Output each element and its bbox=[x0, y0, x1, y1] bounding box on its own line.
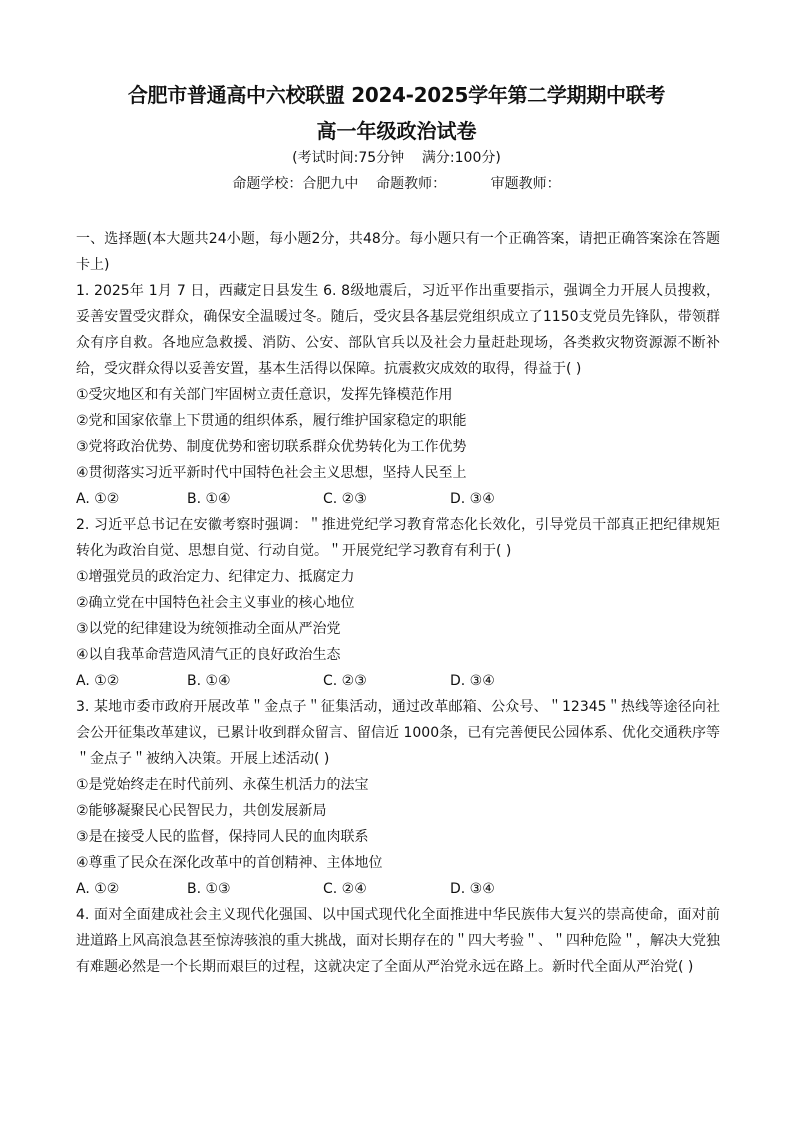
option-a: A. ①② bbox=[76, 881, 120, 897]
statement: ②党和国家依靠上下贯通的组织体系，履行维护国家稳定的职能 bbox=[76, 413, 467, 429]
option-b: B. ①④ bbox=[187, 673, 231, 689]
statement: ③以党的纪律建设为统领推动全面从严治党 bbox=[76, 621, 341, 637]
question-4 bbox=[76, 902, 720, 980]
question-stem: 4. 面对全面建成社会主义现代化强国、以中国式现代化全面推进中华民族伟大复兴的崇高使命，面对前进道路上风高浪急甚至惊涛骇浪的重大挑战，面对长期存在的＂四大考验＂、＂四种危险＂，解决大党独有难题必然是一个长期而艰巨的过程，这就决定了全面从严治党永远在路上。新时代全面从严治党( ) bbox=[76, 907, 720, 975]
question-1 bbox=[76, 278, 720, 512]
statement: ④贯彻落实习近平新时代中国特色社会主义思想，坚持人民至上 bbox=[76, 465, 467, 481]
statement: ④尊重了民众在深化改革中的首创精神、主体地位 bbox=[76, 855, 383, 871]
option-c: C. ②③ bbox=[323, 673, 367, 689]
statement: ④以自我革命营造风清气正的良好政治生态 bbox=[76, 647, 341, 663]
answer-options bbox=[76, 668, 720, 694]
question-2 bbox=[76, 512, 720, 694]
exam-title: 合肥市普通高中六校联盟 2024-2025学年第二学期期中联考 bbox=[127, 83, 666, 107]
statement: ②确立党在中国特色社会主义事业的核心地位 bbox=[76, 595, 355, 611]
statement: ①增强党员的政治定力、纪律定力、抵腐定力 bbox=[76, 569, 355, 585]
option-a: A. ①② bbox=[76, 491, 120, 507]
option-d: D. ③④ bbox=[450, 673, 495, 689]
exam-info: (考试时间:75分钟 满分:100分) bbox=[292, 150, 501, 166]
statement: ③党将政治优势、制度优势和密切联系群众优势转化为工作优势 bbox=[76, 439, 467, 455]
exam-authors: 命题学校：合肥九中 命题教师： 审题教师： bbox=[232, 176, 561, 192]
question-stem: 3. 某地市委市政府开展改革＂金点子＂征集活动，通过改革邮箱、公众号、＂12345＂热线等途径向社会公开征集改革建议，已累计收到群众留言、留信近 1000条，已有完善便民公园体系、优化交通秩序等＂金点子＂被纳入决策。开展上述活动( ) bbox=[76, 699, 720, 767]
question-3 bbox=[76, 694, 720, 902]
option-d: D. ③④ bbox=[450, 881, 495, 897]
option-b: B. ①④ bbox=[187, 491, 231, 507]
option-c: C. ②③ bbox=[323, 491, 367, 507]
question-stem: 2. 习近平总书记在安徽考察时强调：＂推进党纪学习教育常态化长效化，引导党员干部真正把纪律规矩转化为政治自觉、思想自觉、行动自觉。＂开展党纪学习教育有利于( ) bbox=[76, 517, 720, 559]
answer-options bbox=[76, 876, 720, 902]
statement: ②能够凝聚民心民智民力，共创发展新局 bbox=[76, 803, 327, 819]
option-a: A. ①② bbox=[76, 673, 120, 689]
answer-options bbox=[76, 486, 720, 512]
question-stem: 1. 2025年 1月 7 日，西藏定日县发生 6. 8级地震后，习近平作出重要指示，强调全力开展人员搜救，妥善安置受灾群众，确保安全温暖过冬。随后，受灾县各基层党组织成立了1150支党员先锋队，带领群众有序自救。各地应急救援、消防、公安、部队官兵以及社会力量赶赴现场，各类救灾物资源源不断补给，受灾群众得以妥善安置，基本生活得以保障。抗震救灾成效的取得，得益于( ) bbox=[76, 283, 720, 377]
exam-subtitle: 高一年级政治试卷 bbox=[316, 119, 477, 143]
question-section bbox=[76, 226, 720, 980]
option-c: C. ②④ bbox=[323, 881, 367, 897]
option-d: D. ③④ bbox=[450, 491, 495, 507]
section-heading: 一、选择题(本大题共24小题，每小题2分，共48分。每小题只有一个正确答案，请把正确答案涂在答题卡上) bbox=[76, 231, 720, 273]
statement: ③是在接受人民的监督，保持同人民的血肉联系 bbox=[76, 829, 369, 845]
statement: ①是党始终走在时代前列、永葆生机活力的法宝 bbox=[76, 777, 369, 793]
option-b: B. ①③ bbox=[187, 881, 231, 897]
statement: ①受灾地区和有关部门牢固树立责任意识，发挥先锋模范作用 bbox=[76, 387, 453, 403]
